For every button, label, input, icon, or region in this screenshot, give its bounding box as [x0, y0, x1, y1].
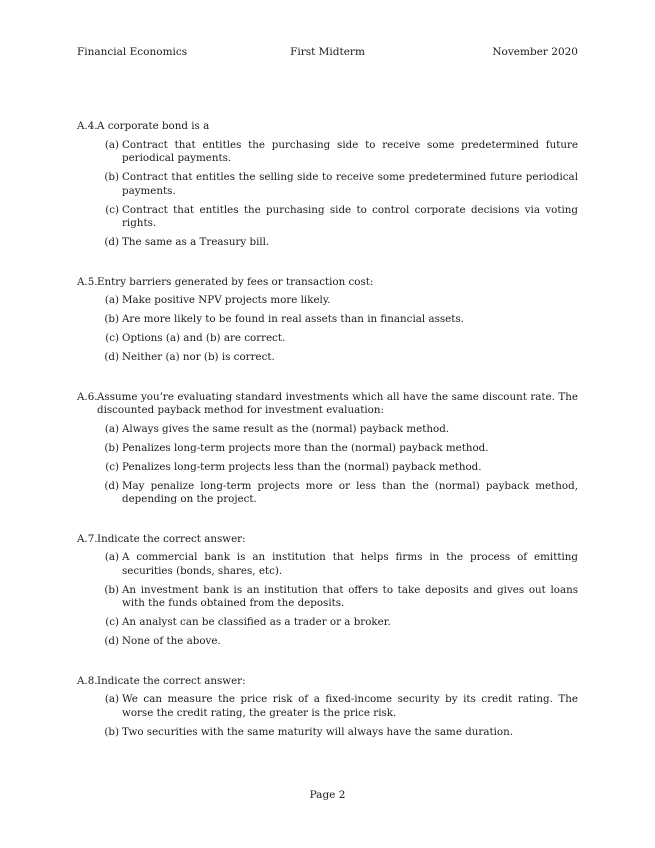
question-stem [77, 391, 578, 418]
question-a6 [77, 391, 578, 507]
option-label: (b) [104, 725, 119, 738]
option-label: (a) [104, 422, 119, 435]
option-list [77, 294, 578, 365]
question-stem [77, 120, 578, 134]
option-d [77, 635, 578, 649]
option-text: Contract that entitles the purchasing side to receive some predetermined future periodical payments. [122, 138, 578, 164]
option-text: Are more likely to be found in real assets than in financial assets. [122, 313, 464, 325]
option-label: (b) [104, 583, 119, 596]
option-c [77, 204, 578, 231]
option-text: Penalizes long-term projects less than the (normal) payback method. [122, 460, 482, 473]
question-text: Indicate the correct answer: [97, 674, 246, 687]
option-label: (d) [104, 236, 119, 248]
question-number: A.7. [77, 532, 98, 545]
option-b [77, 442, 578, 456]
question-number: A.5. [77, 275, 98, 288]
option-label: (d) [104, 351, 119, 363]
option-list [77, 693, 578, 739]
option-c [77, 461, 578, 475]
question-text: A corporate bond is a [97, 120, 210, 132]
option-label: (c) [105, 616, 119, 628]
option-label: (c) [105, 203, 119, 216]
option-list [77, 423, 578, 507]
option-d [77, 480, 578, 507]
option-text: May penalize long-term projects more or less than the (normal) payback method, depending on the project. [122, 479, 578, 505]
option-c [77, 616, 578, 630]
option-text: Penalizes long-term projects more than the (normal) payback method. [122, 441, 489, 454]
question-a5 [77, 276, 578, 365]
option-label: (c) [105, 460, 119, 473]
option-b [77, 726, 578, 740]
option-text: An investment bank is an institution that offers to take deposits and gives out loans with the funds obtained from the deposits. [122, 583, 578, 609]
question-number: A.4. [77, 120, 98, 132]
option-text: Contract that entitles the purchasing side to control corporate decisions via voting rights. [122, 203, 578, 229]
course-title: Financial Economics [77, 46, 188, 58]
page-header [77, 46, 578, 59]
option-label: (a) [104, 551, 119, 563]
option-d [77, 236, 578, 250]
question-text: Indicate the correct answer: [97, 532, 246, 545]
question-number: A.8. [77, 674, 98, 687]
option-text: A commercial bank is an institution that helps firms in the process of emitting securities (bonds, shares, etc). [122, 551, 578, 577]
option-label: (b) [104, 171, 119, 183]
question-stem [77, 675, 578, 689]
option-text: Neither (a) nor (b) is correct. [122, 351, 275, 363]
option-text: Two securities with the same maturity will always have the same duration. [122, 725, 514, 738]
option-a [77, 139, 578, 166]
option-d [77, 351, 578, 365]
option-label: (d) [104, 635, 119, 647]
option-text: None of the above. [122, 635, 221, 647]
option-text: Always gives the same result as the (normal) payback method. [122, 422, 450, 435]
option-label: (d) [104, 479, 119, 492]
option-b [77, 171, 578, 198]
option-list [77, 551, 578, 649]
option-a [77, 294, 578, 308]
option-label: (b) [104, 313, 119, 325]
question-stem [77, 276, 578, 290]
option-label: (c) [105, 332, 119, 344]
option-b [77, 584, 578, 611]
exam-title: First Midterm [290, 46, 365, 58]
option-text: We can measure the price risk of a fixed-income security by its credit rating. The worse the credit rating, the greater is the price risk. [122, 693, 578, 719]
option-text: The same as a Treasury bill. [122, 236, 270, 248]
option-a [77, 693, 578, 720]
questions-list [77, 120, 578, 765]
option-c [77, 332, 578, 346]
option-text: An analyst can be classified as a trader or a broker. [122, 616, 391, 628]
question-a8 [77, 675, 578, 740]
option-text: Contract that entitles the selling side to receive some predetermined future periodical payments. [122, 171, 578, 197]
question-number: A.6. [77, 390, 98, 403]
question-text: Assume you’re evaluating standard investments which all have the same discount rate. The discounted payback method for investment evaluation: [97, 390, 578, 416]
option-label: (a) [104, 693, 119, 705]
option-text: Options (a) and (b) are correct. [122, 332, 286, 344]
question-text: Entry barriers generated by fees or transaction cost: [97, 275, 374, 288]
exam-date: November 2020 [492, 46, 578, 58]
question-stem [77, 533, 578, 547]
option-label: (a) [104, 138, 119, 151]
option-a [77, 551, 578, 578]
option-text: Make positive NPV projects more likely. [122, 294, 331, 306]
option-b [77, 313, 578, 327]
option-list [77, 139, 578, 250]
option-a [77, 423, 578, 437]
option-label: (a) [104, 294, 119, 306]
question-a4 [77, 120, 578, 250]
question-a7 [77, 533, 578, 649]
option-label: (b) [104, 441, 119, 454]
page-number: Page 2 [309, 789, 346, 801]
